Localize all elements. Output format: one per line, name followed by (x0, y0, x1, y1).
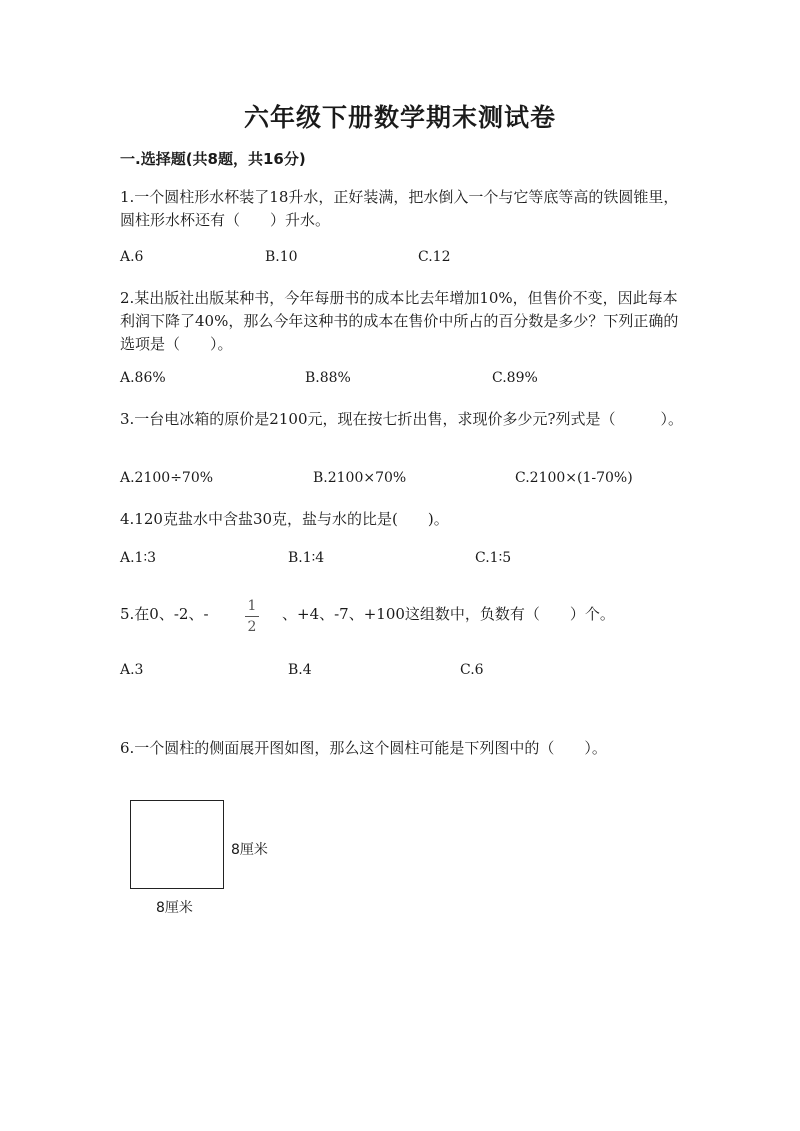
section-heading: 一.选择题(共8题，共16分) (120, 150, 306, 168)
question-5-options (120, 662, 680, 682)
question-4-options (120, 550, 680, 570)
option-b: B.10 (265, 249, 298, 265)
fraction-one-half (243, 597, 261, 636)
page-title: 六年级下册数学期末测试卷 (243, 103, 556, 132)
option-b: B.88% (305, 370, 351, 386)
question-5-prefix: 5.在0、-2、- (120, 605, 209, 623)
option-c: C.12 (418, 249, 451, 265)
option-a: A.2100÷70% (120, 470, 214, 486)
fraction-bar (245, 616, 259, 617)
option-c: C.2100×(1-70%) (515, 470, 633, 486)
question-5-suffix: 、+4、-7、+100这组数中，负数有（ ）个。 (282, 605, 615, 623)
option-a: A.1∶3 (120, 550, 157, 566)
option-a: A.6 (120, 249, 144, 265)
question-3-options (120, 470, 680, 490)
question-6: 6.一个圆柱的侧面展开图如图，那么这个圆柱可能是下列图中的（ ）。 (120, 739, 607, 757)
question-1-options (120, 249, 680, 269)
bottom-length-label: 8厘米 (156, 900, 193, 916)
question-2-options (120, 370, 680, 390)
option-a: A.86% (120, 370, 166, 386)
option-a: A.3 (120, 662, 144, 678)
side-length-label: 8厘米 (231, 842, 268, 858)
option-c: C.89% (492, 370, 538, 386)
question-3: 3.一台电冰箱的原价是2100元，现在按七折出售，求现价多少元?列式是（ ）。 (120, 410, 684, 428)
option-c: C.1∶5 (475, 550, 512, 566)
option-c: C.6 (460, 662, 484, 678)
fraction-numerator: 1 (247, 598, 257, 614)
question-2: 2.某出版社出版某种书，今年每册书的成本比去年增加10%，但售价不变，因此每本利润下降了40%，那么今年这种书的成本在售价中所占的百分数是多少？下列正确的选项是（ ）。 (120, 289, 679, 353)
option-b: B.2100×70% (313, 470, 407, 486)
cylinder-net-square (130, 800, 224, 889)
question-4: 4.120克盐水中含盐30克，盐与水的比是( )。 (120, 510, 449, 528)
question-1: 1.一个圆柱形水杯装了18升水，正好装满，把水倒入一个与它等底等高的铁圆锥里，圆柱形水杯还有（ ）升水。 (120, 188, 679, 229)
option-b: B.1∶4 (288, 550, 325, 566)
option-b: B.4 (288, 662, 312, 678)
fraction-denominator: 2 (247, 619, 257, 635)
